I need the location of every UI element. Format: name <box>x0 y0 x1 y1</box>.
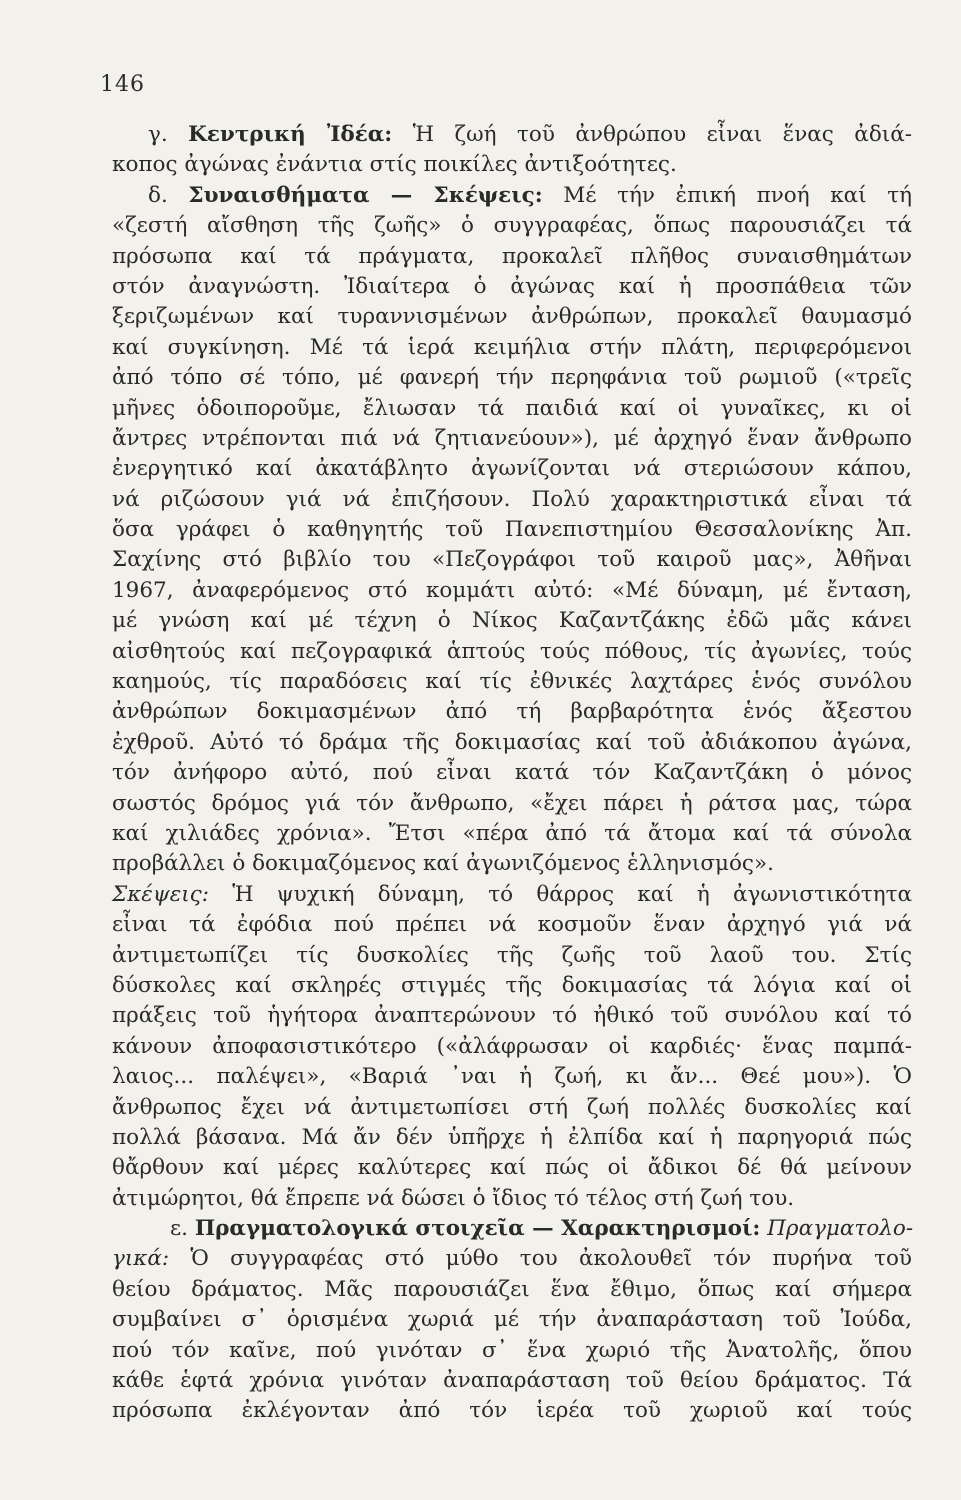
text-line <box>112 1336 912 1366</box>
text-line <box>112 1001 912 1031</box>
text-line <box>112 1244 912 1274</box>
text-segment: ἀτιμώρητοι, θά ἔπρεπε νά δώσει ὁ ἴδιος τό τέλος στή ζωή του. <box>112 1185 795 1211</box>
text-segment: πράξεις τοῦ ἡγήτορα ἀναπτερώνουν τό ἠθικό τοῦ συνόλου καί τό <box>112 1003 912 1029</box>
text-line <box>112 1275 912 1305</box>
text-segment: στόν ἀναγνώστη. Ἰδιαίτερα ὁ ἀγώνας καί ἡ προσπάθεια τῶν <box>112 273 912 299</box>
text-segment: ε. <box>170 1216 195 1242</box>
bold-heading-text: Συναισθήματα — Σκέψεις: <box>188 182 543 208</box>
text-line <box>112 758 912 788</box>
text-line <box>112 150 912 180</box>
text-segment: ἀνθρώπων δοκιμασμένων ἀπό τή βαρβαρότητα ἑνός ἄξεστου <box>112 699 912 725</box>
text-line <box>112 637 912 667</box>
text-segment: ξεριζωμένων καί τυραννισμένων ἀνθρώπων, προκαλεῖ θαυμασμό <box>112 304 912 330</box>
text-line <box>112 1396 912 1426</box>
text-segment: θείου δράματος. Μᾶς παρουσιάζει ἕνα ἔθιμο, ὅπως καί σήμερα <box>112 1276 912 1302</box>
text-segment: Ὁ συγγραφέας στό μύθο του ἀκολουθεῖ τόν πυρήνα τοῦ <box>169 1246 912 1272</box>
text-segment: ὅσα γράφει ὁ καθηγητής τοῦ Πανεπιστημίου Θεσσαλονίκης Ἀπ. <box>112 517 912 543</box>
text-segment: Μέ τήν ἐπική πνοή καί τή <box>542 182 913 208</box>
text-segment: συμβαίνει σ᾽ ὁρισμένα χωριά μέ τήν ἀναπαράσταση τοῦ Ἰούδα, <box>112 1307 912 1333</box>
text-segment: καημούς, τίς παραδόσεις καί τίς ἐθνικές λαχτάρες ἑνός συνόλου <box>112 669 912 695</box>
text-segment: καί συγκίνηση. Μέ τά ἱερά κειμήλια στήν πλάτη, περιφερόμενοι <box>112 334 912 360</box>
italic-text: Σκέψεις: <box>112 881 209 907</box>
text-line <box>112 667 912 697</box>
text-line <box>112 1184 912 1214</box>
text-segment: πού τόν καῖνε, πού γινόταν σ᾽ ἕνα χωριό τῆς Ἀνατολῆς, ὅπου <box>112 1337 912 1363</box>
text-line <box>112 1123 912 1153</box>
text-segment: νά ριζώσουν γιά νά ἐπιζήσουν. Πολύ χαρακτηριστικά εἶναι τά <box>112 486 912 512</box>
page-number: 146 <box>100 72 145 97</box>
text-segment: καί χιλιάδες χρόνια». Ἔτσι «πέρα ἀπό τά ἄτομα καί τά σύνολα <box>112 820 912 846</box>
text-segment: κοπος ἀγώνας ἐνάντια στίς ποικίλες ἀντιξοότητες. <box>112 152 677 178</box>
text-segment: μέ γνώση καί μέ τέχνη ὁ Νίκος Καζαντζάκης ἐδῶ μᾶς κάνει <box>112 608 912 634</box>
text-line <box>112 181 912 211</box>
text-line <box>112 789 912 819</box>
text-segment: τόν ἀνήφορο αὐτό, πού εἶναι κατά τόν Καζαντζάκη ὁ μόνος <box>112 760 912 786</box>
text-segment: ἄνθρωπος ἔχει νά ἀντιμετωπίσει στή ζωή πολλές δυσκολίες καί <box>112 1094 912 1120</box>
text-segment: «ζεστή αἴσθηση τῆς ζωῆς» ὁ συγγραφέας, ὅπως παρουσιάζει τά <box>112 213 912 239</box>
text-line <box>112 333 912 363</box>
bold-heading-text: Πραγματολογικά στοιχεῖα — Χαρακτηρισμοί: <box>194 1216 761 1242</box>
text-line <box>112 941 912 971</box>
text-segment: ἀπό τόπο σέ τόπο, μέ φανερή τήν περηφάνια τοῦ ρωμιοῦ («τρεῖς <box>112 365 912 391</box>
text-line <box>112 454 912 484</box>
text-segment: ἐνεργητικό καί ἀκατάβλητο ἀγωνίζονται νά στεριώσουν κάπου, <box>112 456 912 482</box>
text-segment: πολλά βάσανα. Μά ἄν δέν ὑπῆρχε ἡ ἐλπίδα καί ἡ παρηγοριά πώς <box>112 1124 912 1150</box>
text-body <box>112 120 912 1427</box>
text-segment: λαιος... παλέψει», «Βαριά ᾽ναι ἡ ζωή, κι ἄν... Θεέ μου»). Ὁ <box>112 1064 912 1090</box>
italic-text: Πραγματολο- <box>760 1216 914 1242</box>
text-segment: αἰσθητούς καί πεζογραφικά ἁπτούς τούς πόθους, τίς ἀγωνίες, τούς <box>112 638 912 664</box>
text-segment: δύσκολες καί σκληρές στιγμές τῆς δοκιμασίας τά λόγια καί οἱ <box>112 972 912 998</box>
text-segment: Ἡ ζωή τοῦ ἀνθρώπου εἶναι ἕνας ἀδιά- <box>392 122 912 147</box>
text-line <box>112 1093 912 1123</box>
text-line <box>112 910 912 940</box>
text-segment: εἶναι τά ἐφόδια πού πρέπει νά κοσμοῦν ἕναν ἀρχηγό γιά νά <box>112 912 912 938</box>
text-line <box>112 880 912 910</box>
text-segment: γ. <box>148 122 189 147</box>
text-line <box>112 606 912 636</box>
text-line <box>112 394 912 424</box>
text-line <box>112 1366 912 1396</box>
text-segment: θἄρθουν καί μέρες καλύτερες καί πώς οἱ ἄδικοι δέ θά μείνουν <box>112 1155 912 1181</box>
italic-text: γικά: <box>112 1246 170 1272</box>
text-line <box>112 242 912 272</box>
text-segment: ἄντρες ντρέπονται πιά νά ζητιανεύουν»), μέ ἀρχηγό ἕναν ἄνθρωπο <box>112 425 912 451</box>
text-line <box>112 211 912 241</box>
text-segment: πρόσωπα ἐκλέγονταν ἀπό τόν ἱερέα τοῦ χωριοῦ καί τούς <box>112 1398 912 1424</box>
text-segment: πρόσωπα καί τά πράγματα, προκαλεῖ πλῆθος συναισθημάτων <box>112 243 912 269</box>
text-line <box>112 363 912 393</box>
text-line <box>112 971 912 1001</box>
text-line <box>112 545 912 575</box>
text-segment: προβάλλει ὁ δοκιμαζόμενος καί ἀγωνιζόμενος ἑλληνισμός». <box>112 851 774 877</box>
text-segment: σωστός δρόμος γιά τόν ἄνθρωπο, «ἔχει πάρει ἡ ράτσα μας, τώρα <box>112 790 912 816</box>
text-line <box>112 485 912 515</box>
text-line <box>112 1214 912 1244</box>
text-line <box>112 424 912 454</box>
text-line <box>112 1032 912 1062</box>
text-segment: Σαχίνης στό βιβλίο του «Πεζογράφοι τοῦ καιροῦ μας», Ἀθῆναι <box>112 547 912 573</box>
text-line <box>112 515 912 545</box>
text-segment: ἐχθροῦ. Αὐτό τό δράμα τῆς δοκιμασίας καί τοῦ ἀδιάκοπου ἀγώνα, <box>112 729 912 755</box>
text-segment: κάθε ἑφτά χρόνια γινόταν ἀναπαράσταση τοῦ θείου δράματος. Τά <box>112 1368 912 1394</box>
text-line <box>112 576 912 606</box>
text-line <box>112 819 912 849</box>
text-line <box>112 120 912 150</box>
text-line <box>112 728 912 758</box>
text-segment: δ. <box>148 182 189 208</box>
text-line <box>112 849 912 879</box>
text-line <box>112 697 912 727</box>
text-line <box>112 1062 912 1092</box>
text-line <box>112 1305 912 1335</box>
bold-heading-text: Κεντρική Ἰδέα: <box>188 122 393 147</box>
text-line <box>112 272 912 302</box>
text-segment: 1967, ἀναφερόμενος στό κομμάτι αὐτό: «Μέ δύναμη, μέ ἔνταση, <box>112 577 912 603</box>
text-segment: μῆνες ὁδοιποροῦμε, ἔλιωσαν τά παιδιά καί οἱ γυναῖκες, κι οἱ <box>112 395 912 421</box>
text-line <box>112 302 912 332</box>
text-segment: ἀντιμετωπίζει τίς δυσκολίες τῆς ζωῆς τοῦ λαοῦ του. Στίς <box>112 942 912 968</box>
text-line <box>112 1153 912 1183</box>
text-segment: Ἡ ψυχική δύναμη, τό θάρρος καί ἡ ἀγωνιστικότητα <box>208 881 912 907</box>
text-segment: κάνουν ἀποφασιστικότερο («ἀλάφρωσαν οἱ καρδιές· ἕνας παμπά- <box>112 1033 912 1059</box>
